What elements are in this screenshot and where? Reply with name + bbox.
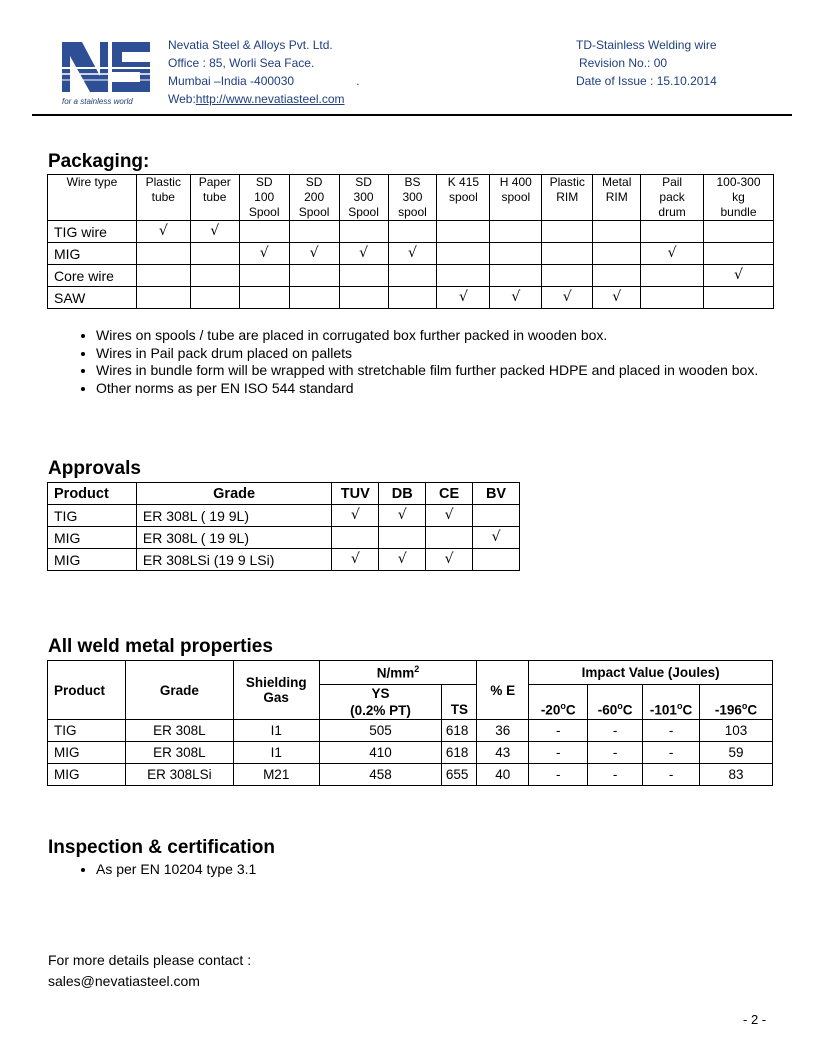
- packaging-cell: [490, 265, 542, 287]
- packaging-col-header: [239, 175, 289, 221]
- approval-product: TIG: [48, 505, 137, 527]
- document-title: TD-Stainless Welding wire: [576, 38, 717, 52]
- packaging-col-header-line: pack: [659, 190, 685, 204]
- checkmark-icon: √: [734, 267, 743, 283]
- packaging-col-header-line: drum: [658, 205, 686, 219]
- approvals-row: [48, 505, 520, 527]
- packaging-col-header-line: Plastic: [549, 175, 585, 189]
- checkmark-icon: √: [511, 289, 521, 305]
- col-shielding-gas-l1: Shielding: [245, 675, 307, 690]
- property-ys: 410: [319, 742, 442, 764]
- property-impact: -: [529, 720, 588, 742]
- packaging-col-header-line: 100-300: [716, 175, 761, 189]
- packaging-cell: [239, 243, 289, 265]
- city: Mumbai –India -400030: [168, 74, 295, 88]
- packaging-cell: [239, 265, 289, 287]
- packaging-col-header-line: spool: [449, 190, 478, 204]
- temp-unit: C: [622, 702, 633, 717]
- approvals-row: [48, 549, 520, 571]
- property-impact: -: [643, 742, 700, 764]
- property-impact: -: [529, 764, 588, 786]
- impact-temp-header: [588, 685, 643, 720]
- properties-row: [48, 742, 773, 764]
- checkmark-icon: √: [158, 223, 168, 239]
- approval-grade: ER 308L ( 19 9L): [136, 505, 331, 527]
- packaging-col-header: [593, 175, 641, 221]
- packaging-cell: [190, 265, 239, 287]
- property-impact: -: [643, 764, 700, 786]
- packaging-cell: [542, 221, 593, 243]
- document-info: [576, 36, 717, 90]
- packaging-col-header-line: spool: [398, 205, 427, 219]
- property-gas: M21: [233, 764, 319, 786]
- packaging-col-header-line: tube: [151, 190, 175, 204]
- packaging-col-header-line: Spool: [248, 205, 280, 219]
- packaging-col-header-line: Spool: [298, 205, 330, 219]
- property-impact: -: [643, 720, 700, 742]
- property-e: 36: [477, 720, 529, 742]
- packaging-col-header-line: kg: [732, 190, 745, 204]
- approval-cell: [426, 505, 473, 527]
- company-name: Nevatia Steel & Alloys Pvt. Ltd.: [168, 38, 333, 52]
- packaging-cell: [388, 221, 437, 243]
- packaging-cell: [136, 221, 190, 243]
- inspection-item: • As per EN 10204 type 3.1: [96, 861, 596, 879]
- impact-temp-header: [643, 685, 700, 720]
- packaging-cell: [593, 287, 641, 309]
- property-grade: ER 308L: [125, 742, 233, 764]
- checkmark-icon: √: [562, 289, 572, 305]
- property-e: 40: [477, 764, 529, 786]
- approvals-header-row: [48, 483, 520, 505]
- packaging-cell: [704, 287, 774, 309]
- packaging-col-header-line: Pail: [662, 175, 683, 189]
- approval-cell: [426, 549, 473, 571]
- packaging-row-label: TIG wire: [48, 221, 137, 243]
- inspection-heading: Inspection & certification: [48, 837, 275, 858]
- logo-tagline: for a stainless world: [62, 97, 133, 106]
- approval-cell: [332, 527, 379, 549]
- packaging-col-header: [641, 175, 704, 221]
- checkmark-icon: √: [309, 245, 319, 261]
- packaging-col-header: [339, 175, 388, 221]
- website-link[interactable]: http://www.nevatiasteel.com: [195, 92, 345, 106]
- packaging-cell: [593, 265, 641, 287]
- packaging-cell: [239, 221, 289, 243]
- packaging-cell: [490, 243, 542, 265]
- impact-temp-header: [529, 685, 588, 720]
- packaging-cell: [239, 287, 289, 309]
- packaging-cell: [593, 221, 641, 243]
- packaging-cell: [289, 221, 339, 243]
- col-ys-l1: YS: [371, 686, 390, 701]
- nmm-sup: 2: [414, 664, 420, 675]
- packaging-col-header-line: SD: [305, 175, 323, 189]
- packaging-col-header-line: 300: [402, 190, 423, 204]
- company-info: [168, 36, 359, 108]
- property-gas: I1: [233, 720, 319, 742]
- packaging-col-header-line: Paper: [198, 175, 231, 189]
- approval-cell: [473, 549, 520, 571]
- temp-unit: C: [747, 702, 758, 717]
- temp-unit: C: [565, 702, 576, 717]
- properties-header-row-1: [48, 661, 773, 685]
- packaging-col-header-line: H 400: [499, 175, 532, 189]
- impact-temp-header: [700, 685, 773, 720]
- packaging-col-header-line: RIM: [556, 190, 579, 204]
- packaging-col-header-line: tube: [203, 190, 227, 204]
- inspection-list: [48, 861, 596, 879]
- packaging-col-header-line: 300: [353, 190, 374, 204]
- packaging-col-header-line: BS: [404, 175, 421, 189]
- col-ys-l2: (0.2% PT): [350, 703, 411, 718]
- contact-email[interactable]: sales@nevatiasteel.com: [48, 973, 200, 989]
- packaging-note: • Wires on spools / tube are placed in corrugated box further packed in wooden box.: [96, 327, 816, 345]
- packaging-cell: [289, 287, 339, 309]
- packaging-col-header-line: bundle: [720, 205, 757, 219]
- property-ts: 618: [442, 720, 477, 742]
- packaging-cell: [704, 243, 774, 265]
- issue-date: Date of Issue : 15.10.2014: [576, 74, 717, 88]
- temp-value: -60: [597, 702, 618, 717]
- packaging-row: [48, 265, 774, 287]
- property-impact: -: [529, 742, 588, 764]
- packaging-col-header: [190, 175, 239, 221]
- approval-grade: ER 308LSi (19 9 LSi): [136, 549, 331, 571]
- col-impact: Impact Value (Joules): [529, 661, 773, 685]
- approvals-row: [48, 527, 520, 549]
- company-logo: [60, 38, 152, 106]
- packaging-cell: [339, 243, 388, 265]
- checkmark-icon: √: [350, 551, 360, 567]
- degree-sign: o: [741, 700, 748, 711]
- properties-row: [48, 764, 773, 786]
- packaging-cell: [437, 287, 490, 309]
- degree-sign: o: [676, 700, 683, 711]
- approvals-col-header: Grade: [136, 483, 331, 505]
- approval-cell: [379, 505, 426, 527]
- logo-mark: [60, 38, 152, 94]
- packaging-col-header-line: SD: [255, 175, 273, 189]
- packaging-cell: [388, 243, 437, 265]
- checkmark-icon: √: [458, 289, 468, 305]
- packaging-row: [48, 221, 774, 243]
- property-ys: 458: [319, 764, 442, 786]
- property-ts: 618: [442, 742, 477, 764]
- approvals-col-header: TUV: [332, 483, 379, 505]
- packaging-col-header-line: 100: [254, 190, 275, 204]
- packaging-col-header: [704, 175, 774, 221]
- packaging-header-row: [48, 175, 774, 221]
- packaging-col-header: [289, 175, 339, 221]
- temp-unit: C: [682, 702, 693, 717]
- packaging-col-header-line: spool: [501, 190, 531, 204]
- approval-cell: [426, 527, 473, 549]
- property-product: TIG: [48, 720, 126, 742]
- packaging-col-header-line: Metal: [602, 175, 632, 189]
- properties-heading: All weld metal properties: [48, 636, 273, 657]
- property-gas: I1: [233, 742, 319, 764]
- property-ts: 655: [442, 764, 477, 786]
- packaging-col-header: [490, 175, 542, 221]
- checkmark-icon: √: [397, 551, 407, 567]
- packaging-row: [48, 243, 774, 265]
- property-impact: -: [588, 764, 643, 786]
- temp-value: -101: [649, 702, 677, 717]
- packaging-cell: [641, 265, 704, 287]
- approval-grade: ER 308L ( 19 9L): [136, 527, 331, 549]
- packaging-cell: [490, 221, 542, 243]
- approvals-table: [47, 482, 520, 571]
- approval-cell: [379, 527, 426, 549]
- page-number: - 2 -: [743, 1012, 767, 1027]
- col-grade: Grade: [125, 661, 233, 720]
- approvals-col-header: Product: [48, 483, 137, 505]
- packaging-cell: [190, 243, 239, 265]
- property-ys: 505: [319, 720, 442, 742]
- packaging-note: • Wires in Pail pack drum placed on pallets: [96, 345, 816, 363]
- packaging-cell: [136, 287, 190, 309]
- packaging-col-header: [388, 175, 437, 221]
- office-address: Office : 85, Worli Sea Face.: [168, 56, 315, 70]
- packaging-cell: [136, 243, 190, 265]
- property-product: MIG: [48, 764, 126, 786]
- packaging-cell: [190, 287, 239, 309]
- packaging-note: • Wires in bundle form will be wrapped with stretchable film further packed HDPE and placed in wooden box.: [96, 362, 816, 380]
- col-elongation: % E: [477, 661, 529, 720]
- packaging-row-label: SAW: [48, 287, 137, 309]
- packaging-cell: [339, 287, 388, 309]
- property-grade: ER 308LSi: [125, 764, 233, 786]
- packaging-col-header-line: K 415: [447, 175, 480, 189]
- packaging-note: • Other norms as per EN ISO 544 standard: [96, 380, 816, 398]
- property-impact: -: [588, 742, 643, 764]
- properties-table: [47, 660, 773, 786]
- property-impact: -: [588, 720, 643, 742]
- properties-row: [48, 720, 773, 742]
- packaging-col-header-line: 200: [304, 190, 325, 204]
- packaging-cell: [190, 221, 239, 243]
- packaging-cell: [490, 287, 542, 309]
- packaging-cell: [542, 265, 593, 287]
- packaging-heading: Packaging:: [48, 151, 150, 172]
- property-grade: ER 308L: [125, 720, 233, 742]
- packaging-cell: [437, 265, 490, 287]
- packaging-col-header: [48, 175, 137, 221]
- packaging-cell: [289, 243, 339, 265]
- nmm-label: N/mm: [376, 665, 415, 681]
- packaging-cell: [593, 243, 641, 265]
- packaging-cell: [339, 221, 388, 243]
- packaging-col-header-line: Plastic: [145, 175, 181, 189]
- approvals-heading: Approvals: [48, 458, 141, 479]
- approval-cell: [473, 527, 520, 549]
- packaging-cell: [339, 265, 388, 287]
- checkmark-icon: √: [444, 551, 454, 567]
- checkmark-icon: √: [210, 223, 220, 239]
- col-nmm2: [319, 661, 477, 685]
- checkmark-icon: √: [350, 507, 360, 523]
- approval-cell: [473, 505, 520, 527]
- approval-product: MIG: [48, 549, 137, 571]
- packaging-cell: [388, 287, 437, 309]
- approvals-col-header: BV: [473, 483, 520, 505]
- checkmark-icon: √: [612, 289, 622, 305]
- packaging-cell: [289, 265, 339, 287]
- packaging-cell: [542, 287, 593, 309]
- packaging-cell: [704, 265, 774, 287]
- property-e: 43: [477, 742, 529, 764]
- approval-product: MIG: [48, 527, 137, 549]
- packaging-row-label: Core wire: [48, 265, 137, 287]
- packaging-table: [47, 174, 774, 309]
- web-line: [168, 90, 359, 108]
- property-impact: 83: [700, 764, 773, 786]
- checkmark-icon: √: [408, 245, 417, 261]
- temp-value: -20: [540, 702, 561, 717]
- packaging-cell: [136, 265, 190, 287]
- checkmark-icon: √: [259, 245, 269, 261]
- approval-cell: [332, 505, 379, 527]
- revision-number: Revision No.: 00: [579, 56, 668, 70]
- packaging-col-header-line: RIM: [605, 190, 628, 204]
- checkmark-icon: √: [444, 507, 454, 523]
- degree-sign: o: [617, 700, 623, 711]
- packaging-row-label: MIG: [48, 243, 137, 265]
- packaging-cell: [641, 221, 704, 243]
- packaging-cell: [437, 243, 490, 265]
- col-shielding-gas-l2: Gas: [263, 690, 289, 705]
- packaging-cell: [437, 221, 490, 243]
- temp-value: -196: [714, 702, 742, 717]
- packaging-row: [48, 287, 774, 309]
- col-ts: TS: [442, 685, 477, 720]
- packaging-cell: [641, 287, 704, 309]
- property-impact: 103: [700, 720, 773, 742]
- col-shielding-gas: [233, 661, 319, 720]
- col-product: Product: [48, 661, 126, 720]
- checkmark-icon: √: [359, 245, 368, 261]
- packaging-cell: [641, 243, 704, 265]
- checkmark-icon: √: [667, 245, 677, 261]
- web-label: Web:: [168, 92, 196, 106]
- degree-sign: o: [560, 700, 566, 711]
- packaging-cell: [704, 221, 774, 243]
- property-impact: 59: [700, 742, 773, 764]
- checkmark-icon: √: [397, 507, 407, 523]
- packaging-col-header: [542, 175, 593, 221]
- packaging-col-header-line: SD: [355, 175, 372, 189]
- contact-block: [48, 950, 251, 992]
- header-divider: [32, 114, 792, 116]
- packaging-notes: [48, 327, 816, 397]
- packaging-col-header-line: Wire type: [66, 175, 118, 189]
- property-product: MIG: [48, 742, 126, 764]
- city-line: [168, 72, 359, 90]
- packaging-col-header-line: Spool: [348, 205, 379, 219]
- approval-cell: [332, 549, 379, 571]
- city-suffix: .: [356, 74, 360, 88]
- approval-cell: [379, 549, 426, 571]
- packaging-cell: [542, 243, 593, 265]
- approvals-col-header: DB: [379, 483, 426, 505]
- col-ys: [319, 685, 442, 720]
- checkmark-icon: √: [491, 529, 501, 545]
- contact-line: For more details please contact :: [48, 952, 252, 968]
- approvals-col-header: CE: [426, 483, 473, 505]
- packaging-col-header: [437, 175, 490, 221]
- packaging-cell: [388, 265, 437, 287]
- packaging-col-header: [136, 175, 190, 221]
